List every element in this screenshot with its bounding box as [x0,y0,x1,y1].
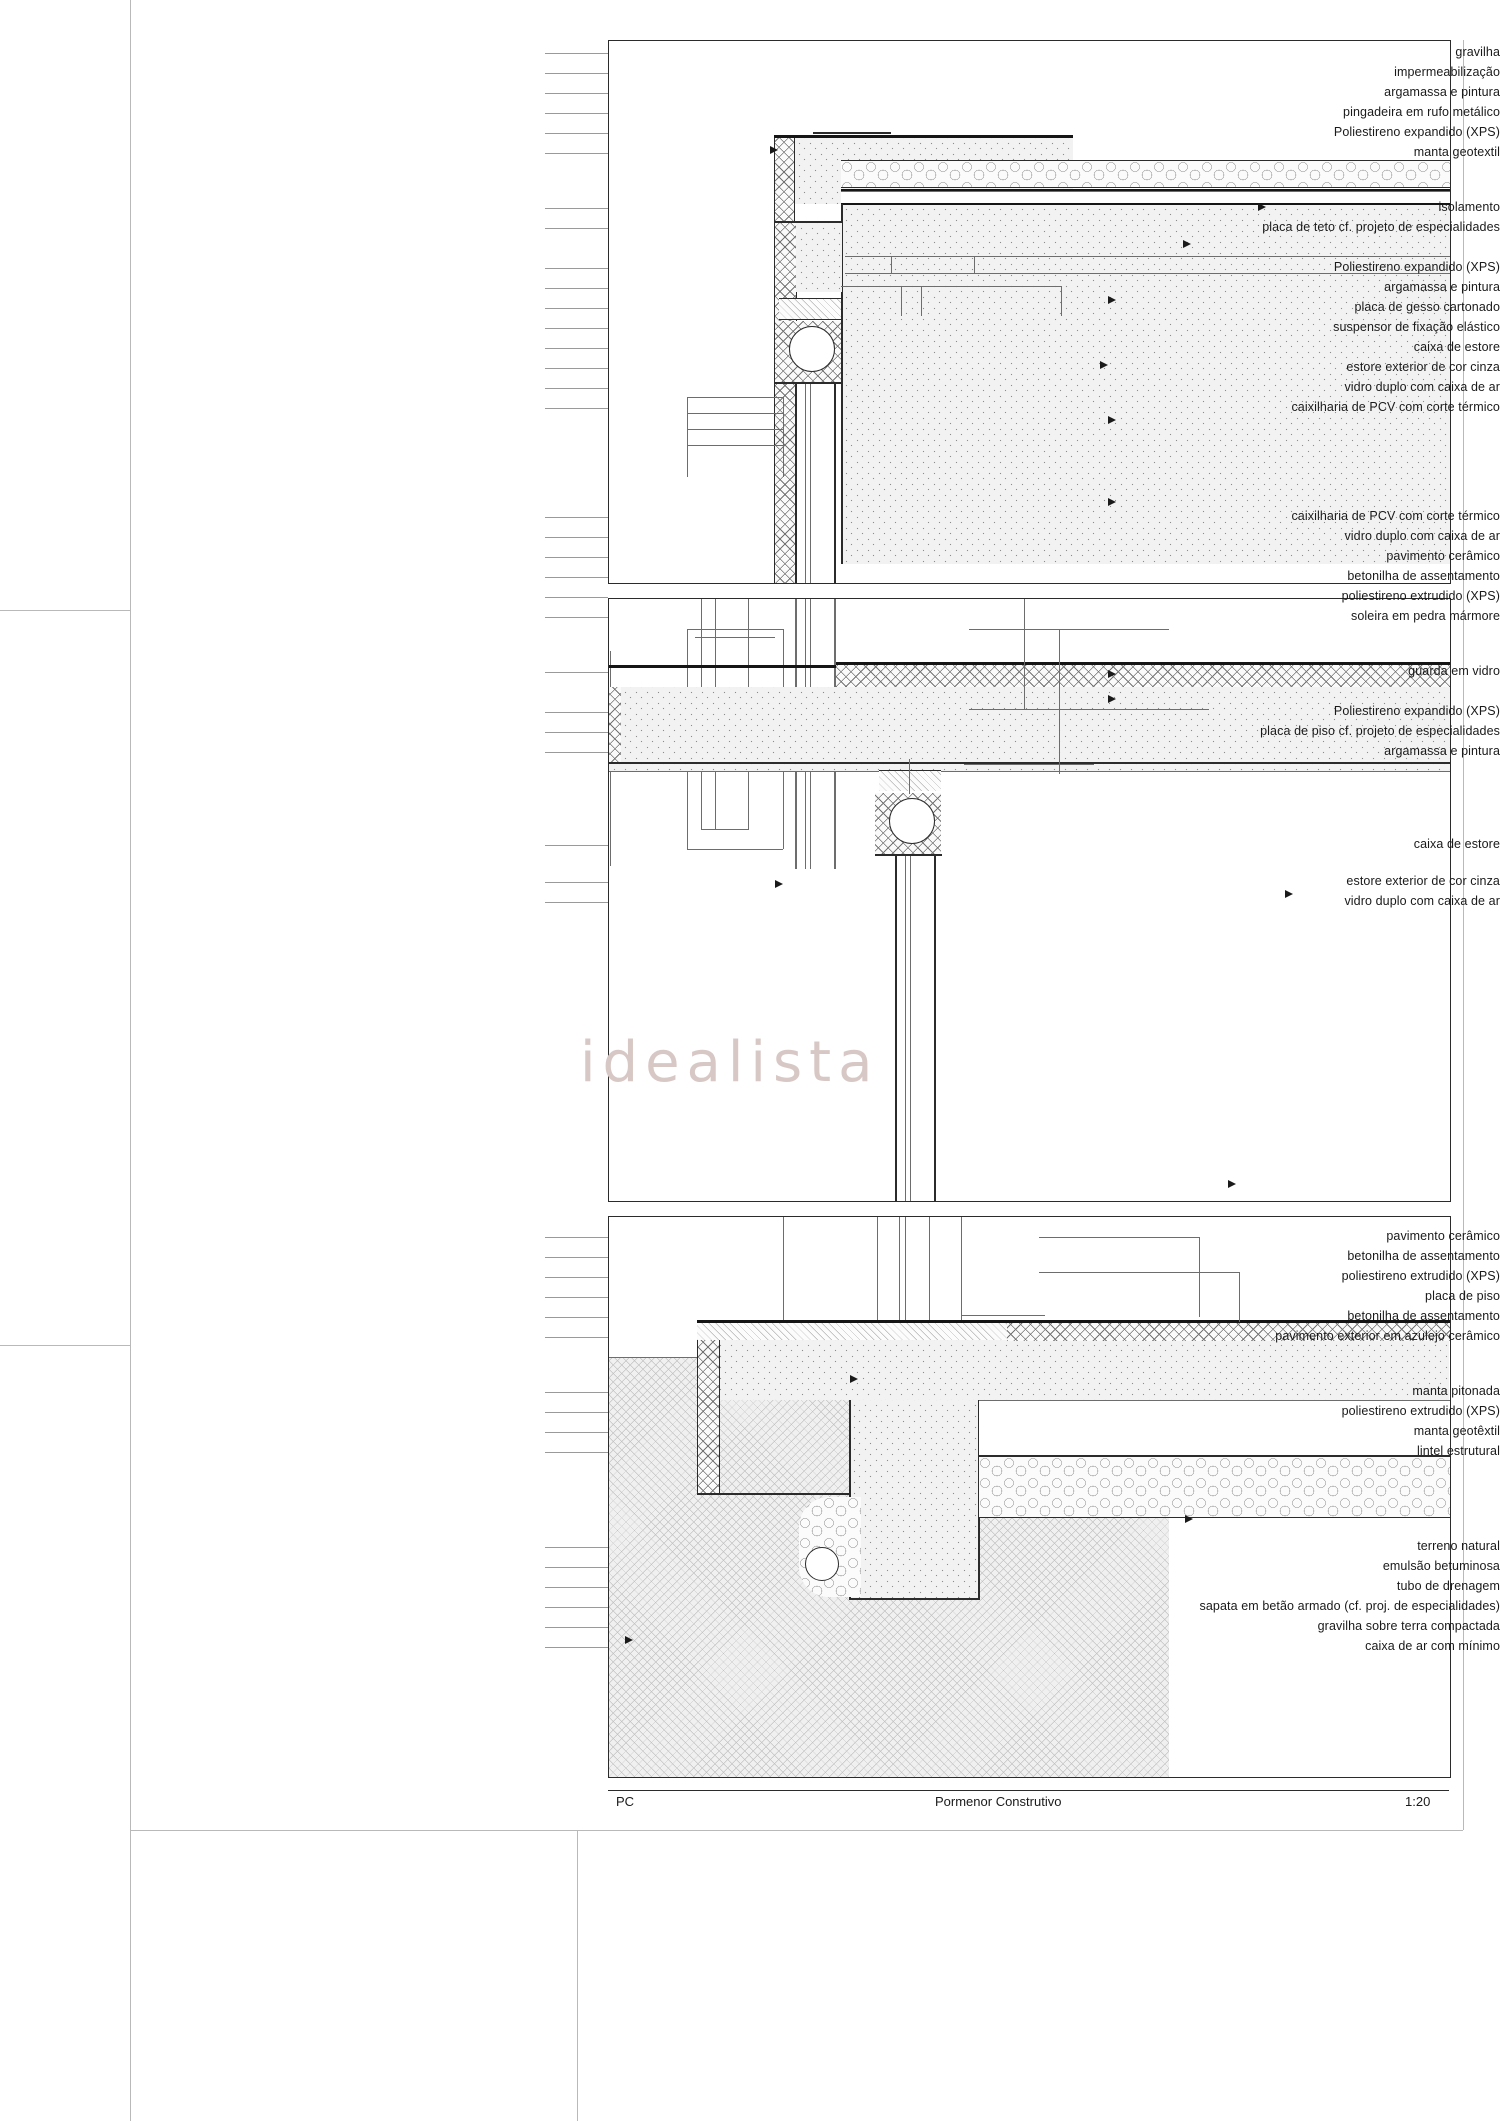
air-gap-line [979,1400,1450,1401]
leader-p1-13 [545,368,608,369]
arrowhead-14 [625,1636,633,1644]
label-p2-3: betonilha de assentamento [1347,569,1500,583]
inner-window-box-bottom [687,849,783,850]
leader-p1-15 [545,408,608,409]
watermark-idealista: idealista [580,1030,880,1095]
lower-window-frame-in [934,856,936,1201]
leader-p1-8 [545,268,608,269]
inner-window-box-top [687,629,783,630]
arrowhead-6 [1108,416,1116,424]
page-guide-lower [577,1830,578,2121]
arrowhead-1 [770,146,778,154]
leader-p1-5 [545,153,608,154]
perimeter-xps-right [719,1340,720,1495]
shutter-box-bottom [775,382,842,384]
leader-p1-0 [545,53,608,54]
label-p2-5: soleira em pedra mármore [1351,609,1500,623]
label-p1-11: suspensor de fixação elástico [1333,320,1500,334]
leader-p2-10 [545,845,608,846]
label-p2-1: vidro duplo com caixa de ar [1344,529,1500,543]
leader-p1-14 [545,388,608,389]
lower-lintel-screed [879,771,941,791]
leader-p3-9 [545,1452,608,1453]
leader-p3-7 [545,1412,608,1413]
arrowhead-12 [1228,1180,1236,1188]
window-frame-outer [795,384,797,583]
label-p2-10: caixa de estore [1413,837,1500,851]
slab-insulation-edge [608,687,621,763]
label-p1-1: impermeabilização [1394,65,1500,79]
label-p3-6: manta pitonada [1412,1384,1500,1398]
arrowhead-5 [1100,361,1108,369]
arrowhead-15 [1185,1515,1193,1523]
window-frame-inner [834,384,836,583]
page-guide-bottom [130,1830,1463,1831]
callout-right-1 [969,629,1169,630]
leader-p3-12 [545,1587,608,1588]
shutter-slat-1 [687,397,688,477]
leader-p1-7 [545,228,608,229]
leader-p2-0 [545,517,608,518]
label-p2-4: poliestireno extrudido (XPS) [1341,589,1500,603]
label-p1-2: argamassa e pintura [1384,85,1500,99]
label-p3-1: betonilha de assentamento [1347,1249,1500,1263]
upper-window-sill [701,829,749,830]
leader-p2-2 [545,557,608,558]
perimeter-xps-left [697,1340,698,1495]
footer-rule [608,1790,1449,1791]
label-p3-15: caixa de ar com mínimo [1365,1639,1500,1653]
leader-p3-11 [545,1567,608,1568]
glazing-line-2 [810,384,811,583]
gravel-bed-bottom [979,1517,1450,1518]
label-p2-6: guarda em vidro [1408,664,1500,678]
label-p2-2: pavimento cerâmico [1386,549,1500,563]
parapet-drip-edge [813,132,891,134]
label-p3-0: pavimento cerâmico [1386,1229,1500,1243]
label-p3-11: emulsão betuminosa [1382,1559,1500,1573]
shutter-slat-box [687,397,783,398]
gravel-top-line [841,160,1450,161]
leader-p2-11 [545,882,608,883]
label-p3-13: sapata em betão armado (cf. proj. de especialidades) [1199,1599,1500,1613]
label-p1-0: gravilha [1455,45,1500,59]
label-p3-3: placa de piso [1425,1289,1500,1303]
label-p3-10: terreno natural [1417,1539,1500,1553]
callout-line-c [921,286,922,316]
lower-lintel-screed-top [879,770,941,771]
label-p1-7: placa de teto cf. projeto de especialidades [1262,220,1500,234]
upper-wall-line-4 [877,1217,878,1320]
label-p1-15: caixilharia de PCV com corte térmico [1291,400,1500,414]
leader-p2-7 [545,712,608,713]
leader-p1-2 [545,93,608,94]
roof-gravel-layer [841,161,1450,187]
label-p1-8: Poliestireno expandido (XPS) [1333,260,1500,274]
leader-p3-8 [545,1432,608,1433]
wall-outer-line [774,223,775,583]
arrowhead-2 [1258,203,1266,211]
leader-p1-4 [545,133,608,134]
glazing-line-1 [805,384,806,583]
label-p1-3: pingadeira em rufo metálico [1343,105,1500,119]
leader-p1-6 [545,208,608,209]
leader-p1-3 [545,113,608,114]
leader-p2-9 [545,752,608,753]
leader-p1-9 [545,288,608,289]
label-p2-8: placa de piso cf. projeto de especialidades [1260,724,1500,738]
page-guide-left [130,0,131,2121]
shutter-slat-4 [687,429,783,430]
page-guide-top-left [0,610,130,611]
label-p2-7: Poliestireno expandido (XPS) [1333,704,1500,718]
ceiling-hanger-1 [891,256,892,273]
arrowhead-7 [1108,498,1116,506]
leader-p2-6 [545,672,608,673]
label-p3-2: poliestireno extrudido (XPS) [1341,1269,1500,1283]
leader-p3-3 [545,1297,608,1298]
label-p3-5: pavimento exterior em azulejo cerâmico [1275,1329,1500,1343]
leader-p1-10 [545,308,608,309]
callout-right-6 [909,759,910,794]
leader-p2-4 [545,597,608,598]
label-p3-14: gravilha sobre terra compactada [1317,1619,1500,1633]
gravel-bottom-line [841,187,1450,188]
callout-right-5 [964,764,1094,765]
label-p1-13: estore exterior de cor cinza [1346,360,1500,374]
footer-left-code: PC [616,1794,635,1809]
leader-p3-14 [545,1627,608,1628]
arrowhead-8 [1108,670,1116,678]
page-guide-mid-left [0,1345,130,1346]
leader-p2-8 [545,732,608,733]
callout-line-d [901,286,902,316]
lower-window-frame-out [895,856,897,1201]
label-p3-12: tubo de drenagem [1396,1579,1500,1593]
arrowhead-10 [775,880,783,888]
inner-window-box-inner [695,637,775,638]
upper-wall-line-2 [905,1217,906,1320]
drainage-pipe [805,1547,839,1581]
shutter-slat-2 [783,397,784,477]
label-p1-4: Poliestireno expandido (XPS) [1333,125,1500,139]
upper-wall-line-1 [899,1217,900,1320]
label-p1-14: vidro duplo com caixa de ar [1344,380,1500,394]
lintel-screed [779,299,841,319]
leader-p3-4 [545,1317,608,1318]
arrowhead-4 [1108,296,1116,304]
label-p3-7: poliestireno extrudido (XPS) [1341,1404,1500,1418]
label-p2-0: caixilharia de PCV com corte térmico [1291,509,1500,523]
leader-p3-13 [545,1607,608,1608]
leader-p1-11 [545,328,608,329]
label-p3-4: betonilha de assentamento [1347,1309,1500,1323]
leader-p3-2 [545,1277,608,1278]
lower-shutter-box-bottom [875,854,942,856]
shutter-roll-circle [789,326,835,372]
footer-scale: 1:20 [1405,1794,1431,1809]
gravel-bed-right [979,1457,1450,1517]
upper-wall-line-3 [783,1217,784,1320]
label-p1-5: manta geotextil [1413,145,1500,159]
label-p3-9: lintel estrutural [1417,1444,1500,1458]
lower-shutter-roll [889,798,935,844]
shutter-slat-3 [687,413,783,414]
parapet-inner-face [794,138,795,222]
leader-p3-5 [545,1337,608,1338]
label-p1-12: caixa de estore [1413,340,1500,354]
lower-window-glass-b [910,856,911,1201]
arrowhead-11 [1285,890,1293,898]
shutter-slat-5 [687,445,783,446]
arrowhead-3 [1183,240,1191,248]
leader-p3-10 [545,1547,608,1548]
label-p1-10: placa de gesso cartonado [1354,300,1500,314]
label-p2-12: vidro duplo com caixa de ar [1344,894,1500,908]
upper-wall-line-5 [929,1217,930,1320]
label-p2-11: estore exterior de cor cinza [1346,874,1500,888]
leader-p2-3 [545,577,608,578]
lintel-screed-bottom [779,319,841,320]
leader-p2-5 [545,617,608,618]
label-p3-8: manta geotêxtil [1413,1424,1500,1438]
drainage-gravel [799,1497,861,1597]
arrowhead-13 [850,1375,858,1383]
leader-p1-12 [545,348,608,349]
leader-p3-0 [545,1237,608,1238]
slab-soffit-finish [608,771,1450,772]
perimeter-xps [697,1340,719,1495]
leader-p3-15 [545,1647,608,1648]
lintel-screed-top [779,298,841,299]
wall-xps [774,223,796,583]
arrowhead-9 [1108,695,1116,703]
label-p1-6: isolamento [1438,200,1500,214]
footer-title: Pormenor Construtivo [935,1794,1062,1809]
label-p2-9: argamassa e pintura [1384,744,1500,758]
label-p1-9: argamassa e pintura [1384,280,1500,294]
leader-p3-1 [545,1257,608,1258]
leader-p2-12 [545,902,608,903]
leader-p2-1 [545,537,608,538]
lintel-concrete [796,223,842,292]
ceiling-line-1 [845,256,1450,257]
leader-p3-6 [545,1392,608,1393]
lower-window-glass-a [905,856,906,1201]
leader-p1-1 [545,73,608,74]
